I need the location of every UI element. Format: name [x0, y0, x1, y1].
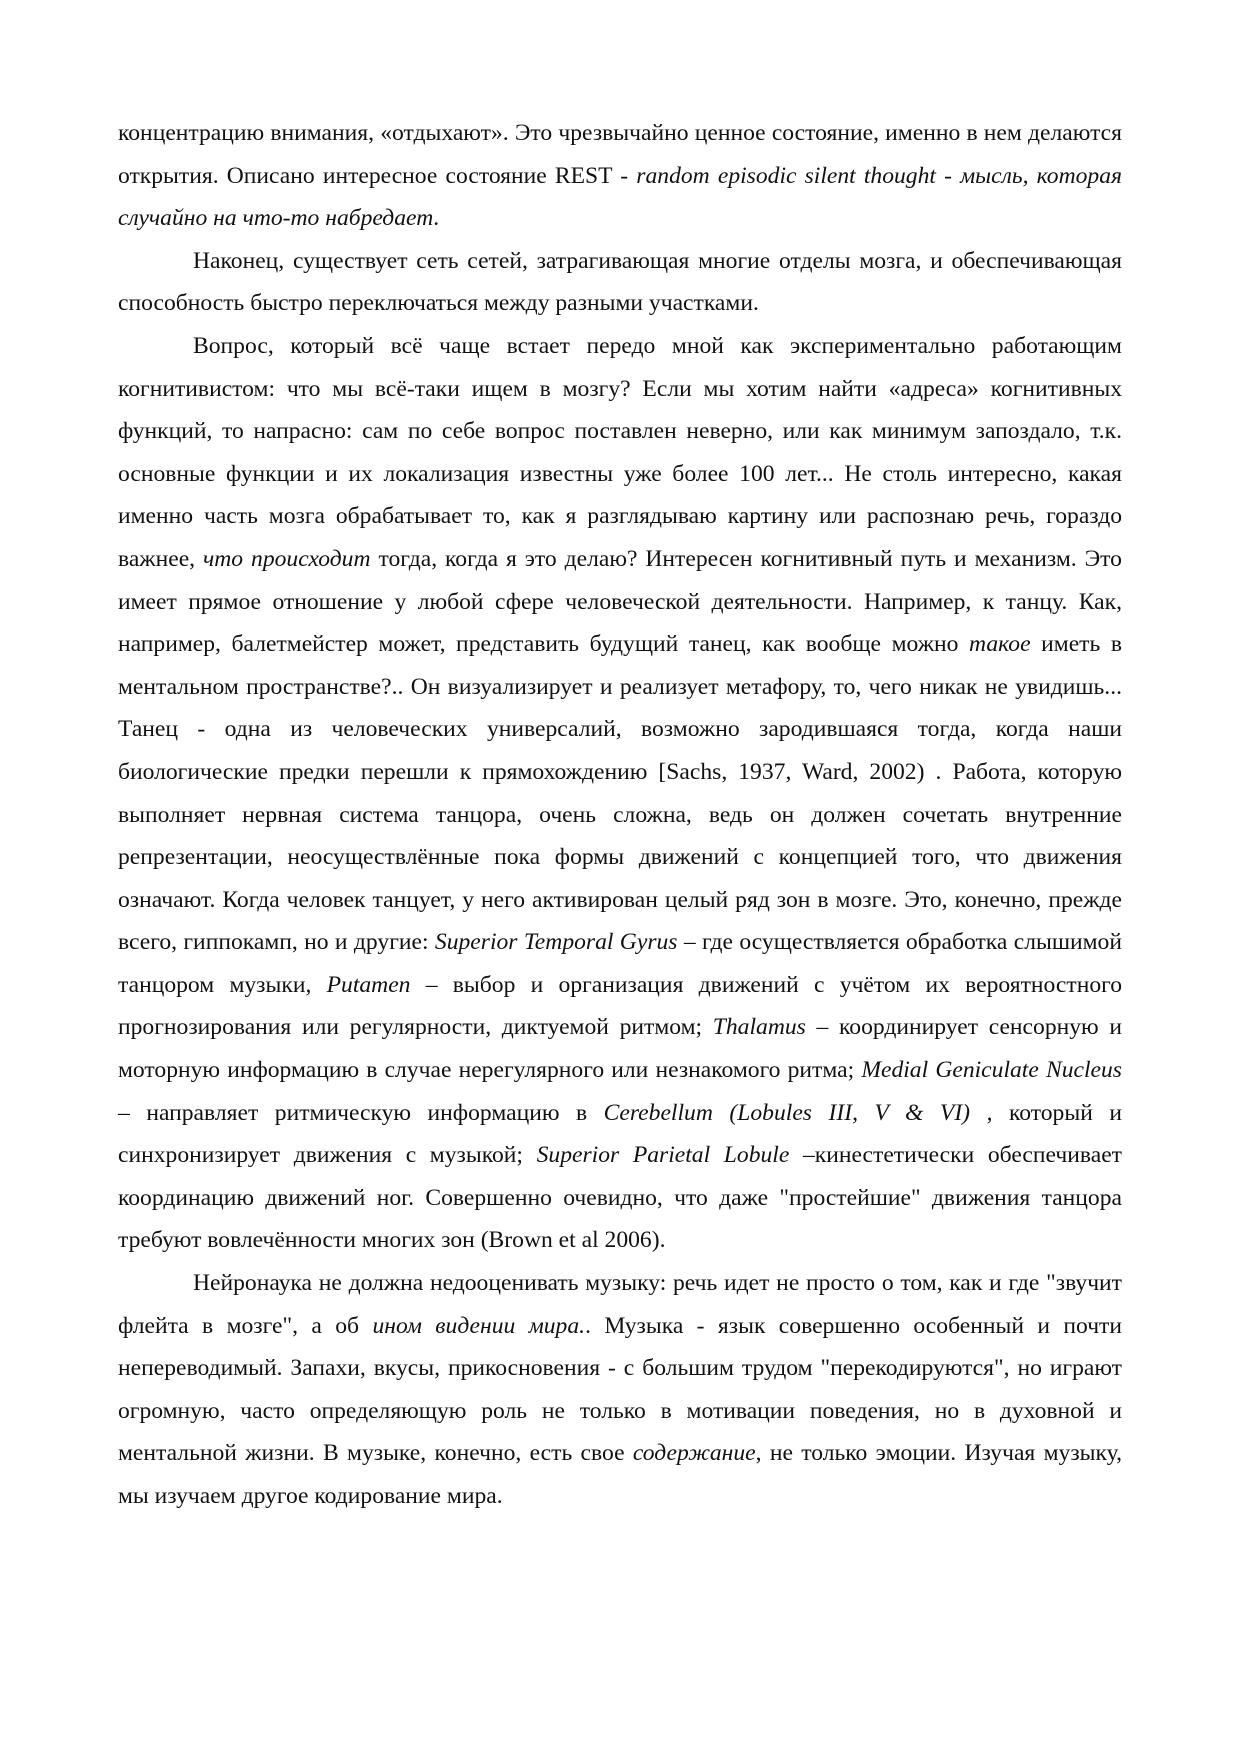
italic-phrase: такое	[969, 631, 1031, 658]
brain-region-term: Superior Parietal Lobule	[536, 1142, 790, 1169]
paragraph-text: Наконец, существует сеть сетей, затрагивающая многие отделы мозга, и обеспечивающая способность быстро переключаться между разными участками.	[118, 247, 1122, 317]
italic-phrase: random episodic silent thought - мысль, которая случайно на что-то набредает	[118, 162, 1122, 232]
paragraph-rest-state	[118, 112, 1122, 240]
paragraph-text: –кинестетически обеспечивает координацию движений ног. Совершенно очевидно, что даже "простейшие" движения танцора требуют вовлечённости многих зон (Brown et al 2006).	[118, 1142, 1122, 1254]
italic-phrase: содержание	[632, 1440, 756, 1467]
paragraph-cognitive-question	[118, 325, 1122, 1262]
brain-region-term: Thalamus	[712, 1014, 806, 1041]
paragraph-text: концентрацию внимания, «отдыхают». Это чрезвычайно ценное состояние, именно в нем делаются открытия. Описано интересное состояние REST -	[118, 120, 1122, 189]
paragraph-text: тогда, когда я это делаю? Интересен когнитивный путь и механизм. Это имеет прямое отношение у любой сфере человеческой деятельности. Например, к танцу. Как, например, балетмейстер может, представить будущий танец, как вообще можно	[118, 545, 1122, 658]
italic-phrase: ином видении мира.	[372, 1312, 586, 1339]
paragraph-text: – координирует сенсорную и моторную информацию в случае нерегулярного или незнакомого ритма;	[118, 1014, 1122, 1084]
paragraph-text: – где осуществляется обработка слышимой танцором музыки,	[118, 929, 1122, 998]
paragraph-text: Вопрос, который всё чаще встает передо мной как экспериментально работающим когнитивистом: что мы всё-таки ищем в мозгу? Если мы хотим найти «адреса» когнитивных функций, то напрасно: сам по себе вопрос поставлен неверно, или как минимум запоздало, т.к. основные функции и их локализация известны уже более 100 лет... Не столь интересно, какая именно часть мозга обрабатывает то, как я разглядываю картину или распознаю речь, гораздо важнее,	[118, 332, 1122, 572]
paragraph-text: – направляет ритмическую информацию в	[118, 1099, 604, 1126]
paragraph-text: . Музыка - язык совершенно особенный и почти непереводимый. Запахи, вкусы, прикосновения - с большим трудом "перекодируются", но играют огромную, часто определяющую роль не только в мотивации поведения, но в духовной и ментальной жизни. В музыке, конечно, есть свое	[118, 1312, 1122, 1467]
paragraph-text: Нейронаука не должна недооценивать музыку: речь идет не просто о том, как и где "звучит флейта в мозге", а об	[118, 1270, 1122, 1339]
paragraph-text: иметь в ментальном пространстве?.. Он визуализирует и реализует метафору, то, чего никак не увидишь... Танец - одна из человеческих универсалий, возможно зародившаяся тогда, когда наши биологические предки перешли к прямохождению [Sachs, 1937, Ward, 2002) . Работа, которую выполняет нервная система танцора, очень сложна, ведь он должен сочетать внутренние репрезентации, неосуществлённые пока формы движений с концепцией того, что движения означают. Когда человек танцует, у него активирован целый ряд зон в мозге. Это, конечно, прежде всего, гиппокамп, но и другие:	[118, 631, 1122, 956]
paragraph-neuroscience-music	[118, 1262, 1122, 1518]
paragraph-network-of-networks	[118, 240, 1122, 325]
brain-region-term: Putamen	[326, 971, 411, 998]
paragraph-text: .	[433, 205, 440, 232]
italic-phrase: что происходит	[203, 545, 371, 572]
paragraph-text: – выбор и организация движений с учётом их вероятностного прогнозирования или регулярности, диктуемой ритмом;	[118, 971, 1123, 1041]
brain-region-term: Cerebellum (Lobules III, V & VI)	[603, 1099, 971, 1126]
paragraph-text: , который и синхронизирует движения с музыкой;	[118, 1099, 1122, 1169]
brain-region-term: Superior Temporal Gyrus	[434, 929, 678, 956]
document-page	[118, 112, 1122, 1518]
paragraph-text: , не только эмоции. Изучая музыку, мы изучаем другое кодирование мира.	[118, 1440, 1122, 1509]
brain-region-term: Medial Geniculate Nucleus	[861, 1057, 1122, 1084]
